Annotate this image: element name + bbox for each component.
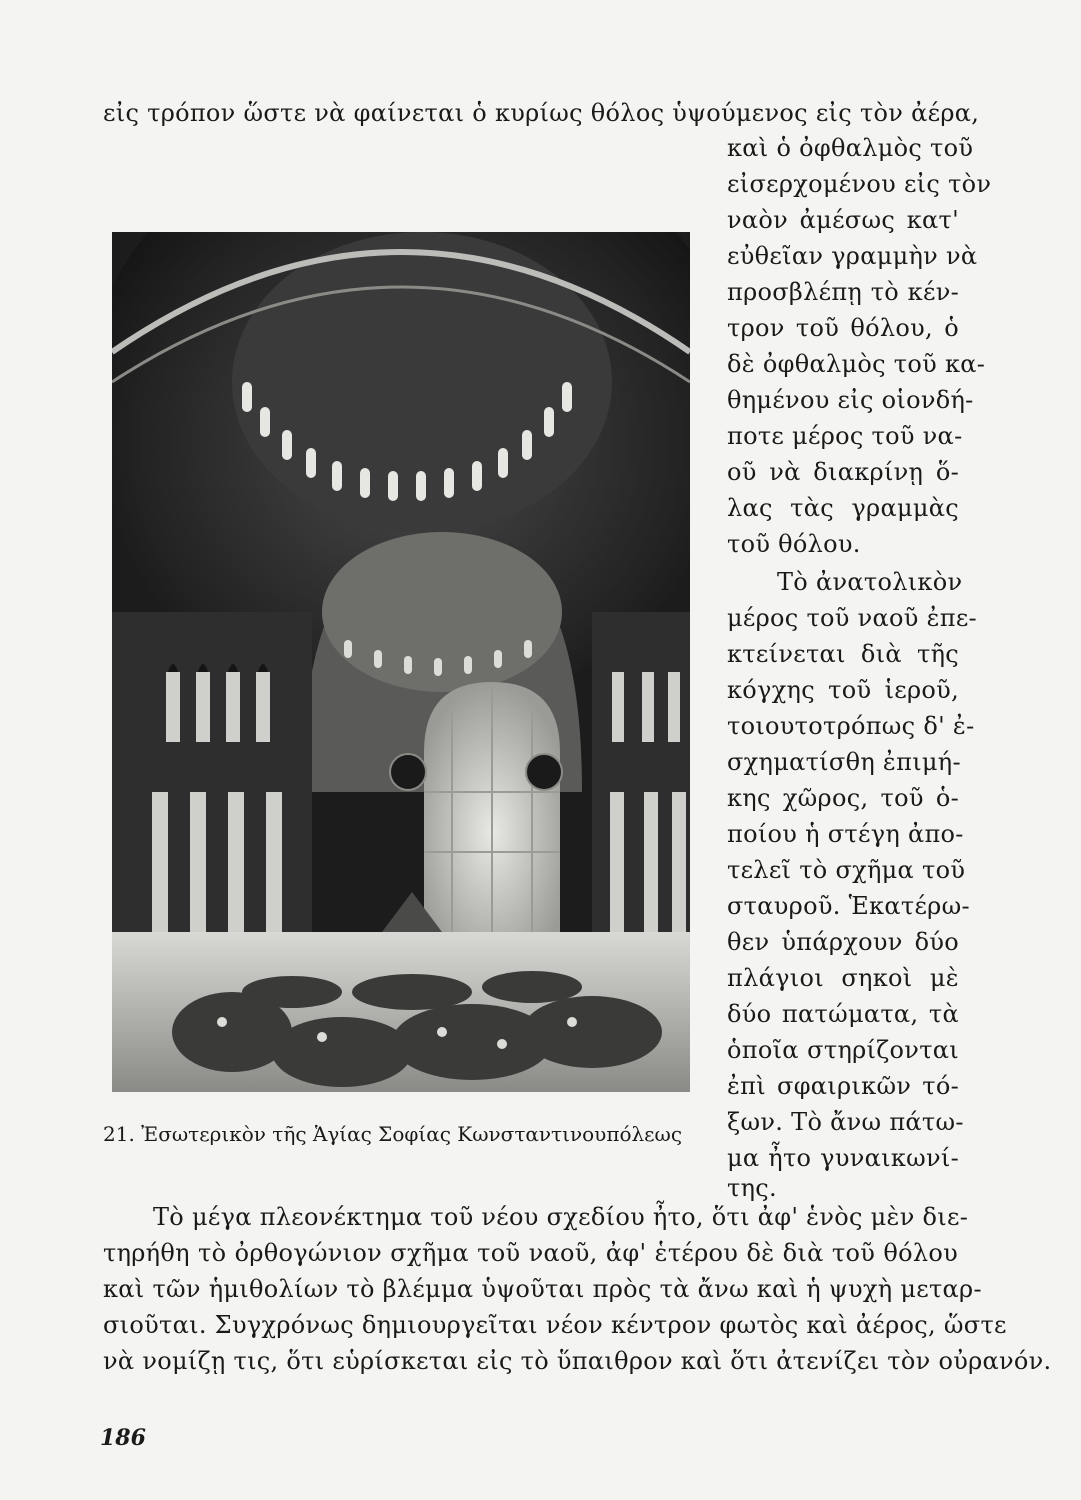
side-line: λας τὰς γραμμὰς [727,494,959,522]
side-line: καὶ ὁ ὀφθαλμὸς τοῦ [727,134,974,162]
side-line: σχηματίσθη ἐπιμή- [727,748,961,776]
hagia-sophia-interior-photo [112,232,690,1092]
side-line: ἐπὶ σφαιρικῶν τό- [727,1072,959,1100]
side-line: τελεῖ τὸ σχῆμα τοῦ [727,856,966,884]
page-number: 186 [100,1425,146,1451]
body-line: καὶ τῶν ἡμιθολίων τὸ βλέμμα ὑψοῦται πρὸς τὰ ἄνω καὶ ἡ ψυχὴ μεταρ- [103,1275,982,1303]
side-line: τρον τοῦ θόλου, ὁ [727,314,959,342]
body-line: Τὸ μέγα πλεονέκτημα τοῦ νέου σχεδίου ἦτο, ὅτι ἀφ' ἑνὸς μὲν διε- [153,1203,969,1231]
side-line: πλάγιοι σηκοὶ μὲ [727,964,959,992]
figure-caption: 21. Ἐσωτερικὸν τῆς Ἁγίας Σοφίας Κωνσταντινουπόλεως [103,1122,683,1146]
side-line: θημένου εἰς οἱονδή- [727,386,974,414]
side-line: ποίου ἡ στέγη ἀπο- [727,820,964,848]
side-line: ναὸν ἀμέσως κατ' [727,206,959,234]
side-line: κόγχης τοῦ ἱεροῦ, [727,676,959,704]
side-line: δὲ ὀφθαλμὸς τοῦ κα- [727,350,986,378]
side-line: ὁποῖα στηρίζονται [727,1036,959,1064]
side-line: εἰσερχομένου εἰς τὸν [727,170,992,198]
side-line: κης χῶρος, τοῦ ὁ- [727,784,959,812]
side-line: οῦ νὰ διακρίνῃ ὅ- [727,458,959,486]
side-line: ξων. Τὸ ἄνω πάτω- [727,1108,964,1136]
side-line: ποτε μέρος τοῦ να- [727,422,963,450]
side-line: σταυροῦ. Ἑκατέρω- [727,892,970,920]
body-line: σιοῦται. Συγχρόνως δημιουργεῖται νέον κέντρον φωτὸς καὶ ἀέρος, ὥστε [103,1311,1007,1339]
side-line: κτείνεται διὰ τῆς [727,640,959,668]
side-line: μέρος τοῦ ναοῦ ἐπε- [727,604,977,632]
side-line: Τὸ ἀνατολικὸν [777,568,963,596]
side-line: τοῦ θόλου. [727,530,861,558]
body-line: νὰ νομίζῃ τις, ὅτι εὑρίσκεται εἰς τὸ ὕπαιθρον καὶ ὅτι ἀτενίζει τὸν οὐρανόν. [103,1347,1052,1375]
side-line: θεν ὑπάρχουν δύο [727,928,959,956]
body-line-1: εἰς τρόπον ὥστε νὰ φαίνεται ὁ κυρίως θόλος ὑψούμενος εἰς τὸν ἀέρα, [103,99,980,127]
side-line: της. [727,1174,777,1202]
body-line: τηρήθη τὸ ὀρθογώνιον σχῆμα τοῦ ναοῦ, ἀφ' ἑτέρου δὲ διὰ τοῦ θόλου [103,1239,958,1267]
side-line: τοιουτοτρόπως δ' ἐ- [727,712,975,740]
side-line: μα ἦτο γυναικωνί- [727,1144,959,1172]
side-line: προσβλέπῃ τὸ κέν- [727,278,959,306]
side-line: εὐθεῖαν γραμμὴν νὰ [727,242,978,270]
side-line: δύο πατώματα, τὰ [727,1000,959,1028]
